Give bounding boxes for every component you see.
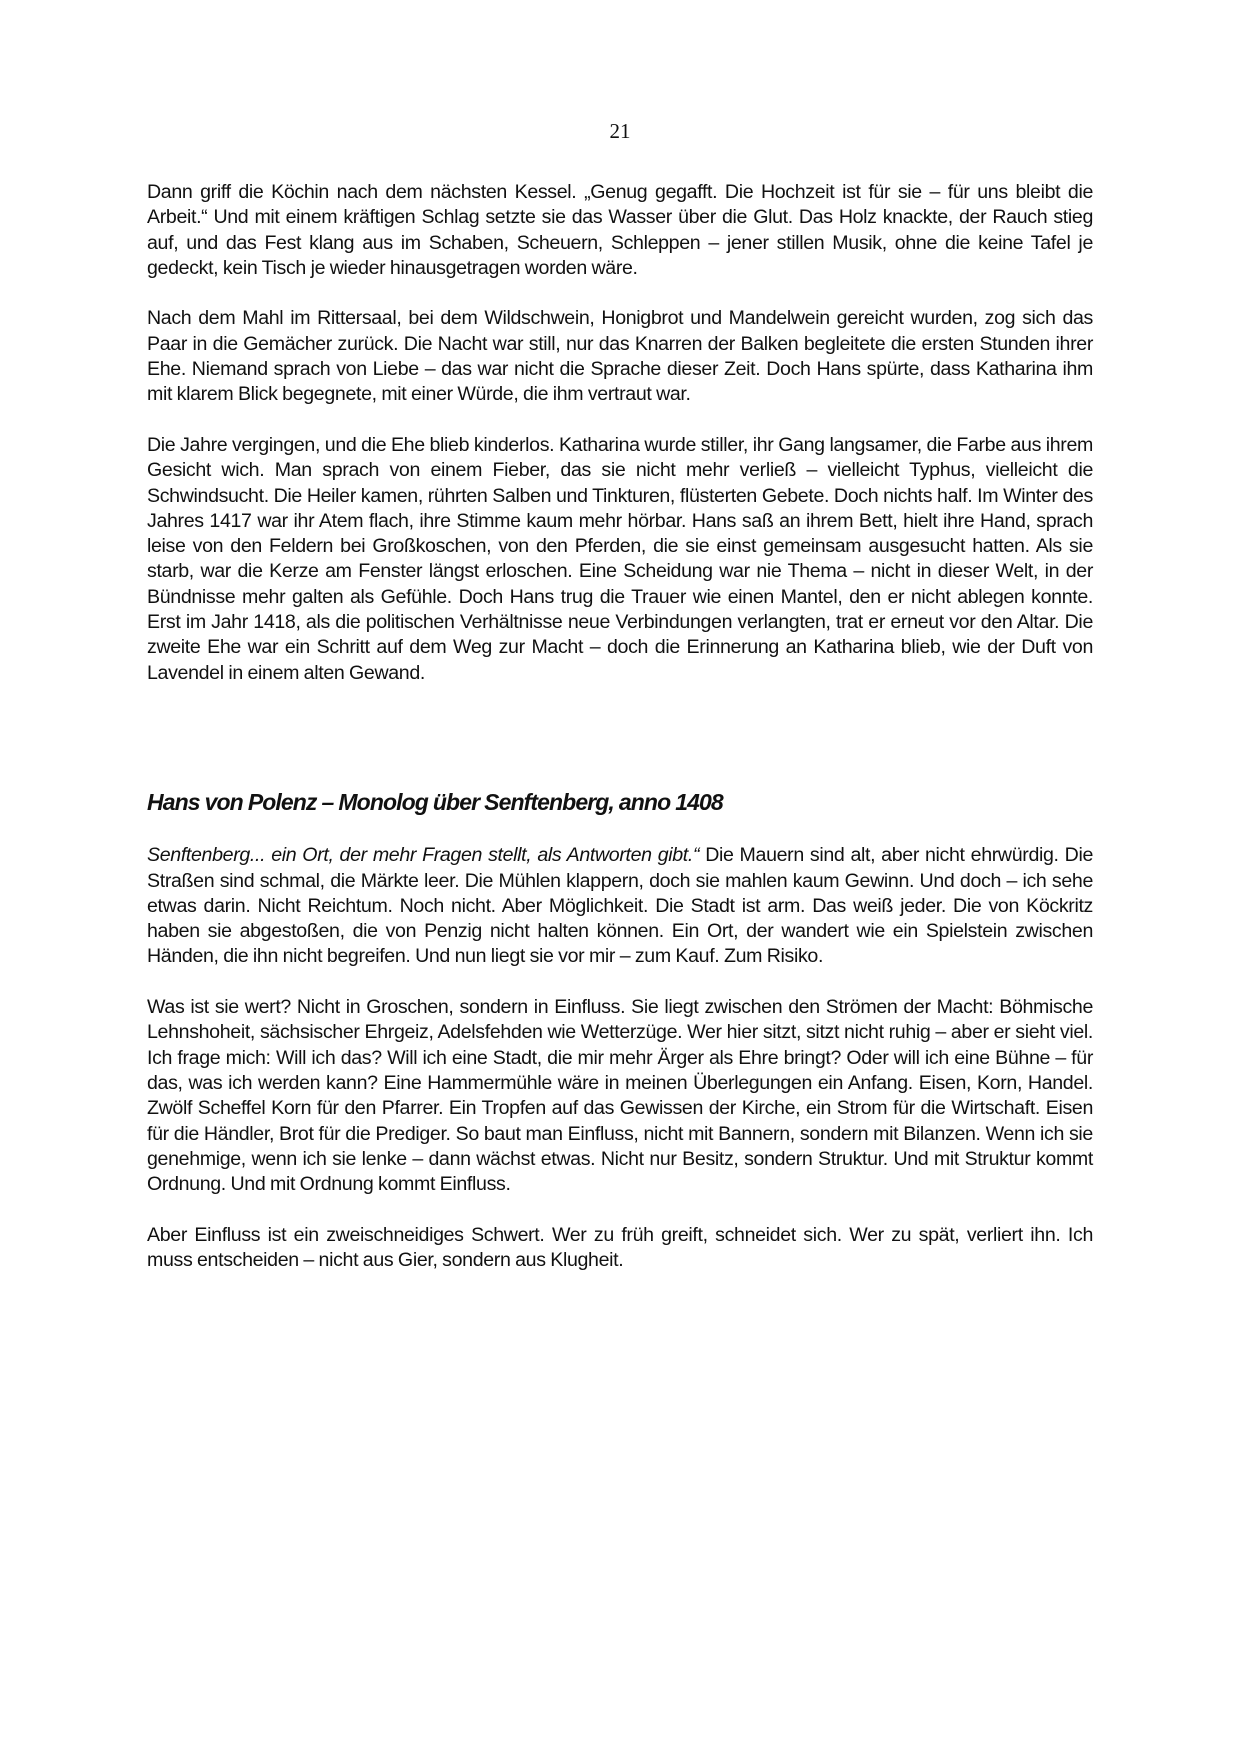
section-spacer [147, 711, 1093, 737]
section-heading: Hans von Polenz – Monolog über Senftenberg, anno 1408 [147, 789, 723, 816]
opening-quote: Senftenberg... ein Ort, der mehr Fragen stellt, als Antworten gibt.“ [147, 844, 700, 867]
paragraph: Dann griff die Köchin nach dem nächsten Kessel. „Genug gegafft. Die Hochzeit ist für sie – für uns bleibt die Arbeit.“ Und mit einem kräftigen Schlag setzte sie das Wasser über die Glut. Das Holz knackte, der Rauch stieg auf, und das Fest klang aus im Schaben, Scheuern, Schleppen – jener stillen Musik, ohne die keine Tafel je gedeckt, kein Tisch je wieder hinausgetragen worden wäre. [147, 181, 1093, 279]
paragraph: Die Jahre vergingen, und die Ehe blieb kinderlos. Katharina wurde stiller, ihr Gang langsamer, die Farbe aus ihrem Gesicht wich. Man sprach von einem Fieber, das sie nicht mehr verließ – vielleicht Typhus, vielleicht die Schwindsucht. Die Heiler kamen, rührten Salben und Tinkturen, flüsterten Gebete. Doch nichts half. Im Winter des Jahres 1417 war ihr Atem flach, ihre Stimme kaum mehr hörbar. Hans saß an ihrem Bett, hielt ihre Hand, sprach leise von den Feldern bei Großkoschen, von den Pferden, die sie einst gemeinsam ausgesucht hatten. Als sie starb, war die Kerze am Fenster längst erloschen. Eine Scheidung war nie Thema – nicht in dieser Welt, in der Bündnisse mehr galten als Gefühle. Doch Hans trug die Trauer wie einen Mantel, den er nicht ablegen konnte. Erst im Jahr 1418, als die politischen Verhältnisse neue Verbindungen verlangten, trat er erneut vor den Altar. Die zweite Ehe war ein Schritt auf dem Weg zur Macht – doch die Erinnerung an Katharina blieb, wie der Duft von Lavendel in einem alten Gewand. [147, 433, 1093, 684]
paragraph: Nach dem Mahl im Rittersaal, bei dem Wildschwein, Honigbrot und Mandelwein gereicht wurden, zog sich das Paar in die Gemächer zurück. Die Nacht war still, nur das Knarren der Balken begleitete die ersten Stunden ihrer Ehe. Niemand sprach von Liebe – das war nicht die Sprache dieser Zeit. Doch Hans spürte, dass Katharina ihm mit klarem Blick begegnete, mit einer Würde, die ihm vertraut war. [147, 307, 1093, 406]
paragraph-monolog-opening [147, 843, 1093, 969]
document-body [147, 180, 1093, 1299]
opening-text: Die Mauern sind alt, aber nicht ehrwürdig. Die Straßen sind schmal, die Märkte leer. Die Mühlen klappern, doch sie mahlen kaum Gewinn. Und doch – ich sehe etwas darin. Nicht Reichtum. Noch nicht. Aber Möglichkeit. Die Stadt ist arm. Das weiß jeder. Die von Köckritz haben sie abgestoßen, die von Penzig nicht halten können. Ein Ort, der wandert wie ein Spielstein zwischen Händen, die ihn nicht begreifen. Und nun liegt sie vor mir – zum Kauf. Zum Risiko. [147, 844, 1093, 968]
page-number: 21 [609, 119, 631, 143]
paragraph: Aber Einfluss ist ein zweischneidiges Schwert. Wer zu früh greift, schneidet sich. Wer zu spät, verliert ihn. Ich muss entscheiden – nicht aus Gier, sondern aus Klugheit. [147, 1223, 1093, 1271]
paragraph: Was ist sie wert? Nicht in Groschen, sondern in Einfluss. Sie liegt zwischen den Strömen der Macht: Böhmische Lehnshoheit, sächsischer Ehrgeiz, Adelsfehden wie Wetterzüge. Wer hier sitzt, sitzt nicht ruhig – aber er sieht viel. Ich frage mich: Will ich das? Will ich eine Stadt, die mir mehr Ärger als Ehre bringt? Oder will ich eine Bühne – für das, was ich werden kann? Eine Hammermühle wäre in meinen Überlegungen ein Anfang. Eisen, Korn, Handel. Zwölf Scheffel Korn für den Pfarrer. Ein Tropfen auf das Gewissen der Kirche, ein Strom für die Wirtschaft. Eisen für die Händler, Brot für die Prediger. So baut man Einfluss, nicht mit Bannern, sondern mit Bilanzen. Wenn ich sie genehmige, wenn ich sie lenke – dann wächst etwas. Nicht nur Besitz, sondern Struktur. Und mit Struktur kommt Ordnung. Und mit Ordnung kommt Einfluss. [147, 996, 1093, 1196]
